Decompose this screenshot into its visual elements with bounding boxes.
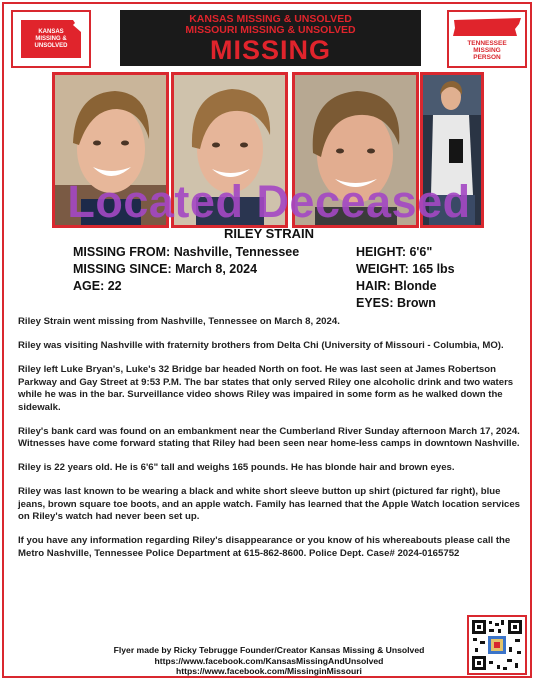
eyes: EYES: Brown: [356, 296, 436, 310]
credit-line: Flyer made by Ricky Tebrugge Founder/Creator Kansas Missing & Unsolved: [113, 645, 425, 655]
credits: [74, 645, 464, 677]
banner-title: MISSING: [209, 35, 331, 65]
story-text: [18, 316, 522, 572]
banner-line-missouri: MISSOURI MISSING & UNSOLVED: [185, 24, 356, 36]
tennessee-badge-label: TENNESSEE MISSING PERSON: [467, 40, 507, 61]
story-paragraph: Riley was visiting Nashville with fraternity brothers from Delta Chi (University of Missouri - Columbia, MO).: [18, 339, 504, 351]
story-paragraph: Riley left Luke Bryan's, Luke's 32 Bridge bar headed North on foot. He was last seen at James Robertson Parkway and Gay Street at 9:53 P.M. The bar states that only served Riley one alcoholic drink and two waters while he was in the bar. Surveillance video shows Riley was impaired in some form as he walked down the sidewalk.: [18, 363, 514, 413]
missing-since: MISSING SINCE: March 8, 2024: [73, 262, 258, 276]
story-paragraph: Riley is 22 years old. He is 6'6" tall and weighs 165 pounds. He has blonde hair and brown eyes.: [18, 462, 455, 474]
tennessee-badge: [447, 10, 527, 68]
missing-flyer: [2, 2, 532, 678]
story-paragraph: Riley was last known to be wearing a black and white short sleeve button up shirt (pictured far right), blue jeans, brown square toe boots, and an apple watch. Family has learned that the Apple Watch location services on Riley's watch had never been set up.: [18, 486, 521, 523]
height: HEIGHT: 6'6": [356, 245, 433, 259]
kansas-badge: [11, 10, 91, 68]
person-name: RILEY STRAIN: [223, 226, 315, 241]
located-deceased-overlay: Located Deceased: [67, 176, 471, 227]
story-paragraph: Riley's bank card was found on an embankment near the Cumberland River Sunday afternoon March 17, 2024. Witnesses have come forward stating that Riley had been seen near home-less camps in downtown Nashville.: [18, 425, 520, 450]
kansas-badge-label: KANSAS MISSING & UNSOLVED: [34, 29, 68, 49]
missing-details: [73, 244, 299, 295]
facebook-link-kansas[interactable]: https://www.facebook.com/KansasMissingAndUnsolved: [154, 655, 384, 666]
story-paragraph: Riley Strain went missing from Nashville, Tennessee on March 8, 2024.: [18, 316, 340, 327]
qr-code[interactable]: [467, 615, 527, 675]
qr-code-icon: [469, 617, 525, 673]
banner-line-kansas: KANSAS MISSING & UNSOLVED: [189, 13, 352, 25]
hair: HAIR: Blonde: [356, 279, 437, 293]
story-paragraph: If you have any information regarding Riley's disappearance or you know of his whereabouts please call the Metro Nashville, Tennessee Police Department at 615-862-8600. Police Dept. Case# 2024-0165752: [18, 535, 511, 560]
weight: WEIGHT: 165 lbs: [356, 262, 455, 276]
age: AGE: 22: [73, 279, 122, 293]
physical-details: [356, 244, 455, 312]
facebook-link-missouri[interactable]: https://www.facebook.com/MissinginMissouri: [176, 666, 362, 676]
missing-from: MISSING FROM: Nashville, Tennessee: [73, 245, 300, 259]
missing-banner: [120, 10, 421, 66]
